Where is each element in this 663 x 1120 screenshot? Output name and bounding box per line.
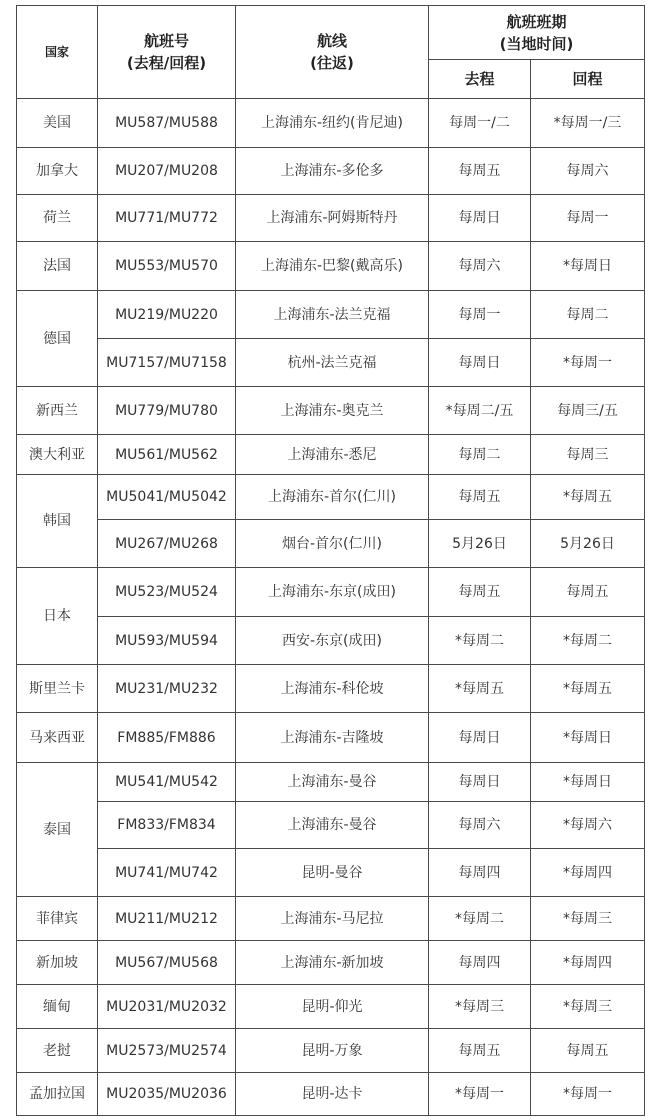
flight-number-cell: MU5041/MU5042 [98,475,236,520]
inbound-cell: 每周三 [531,435,645,475]
route-cell: 昆明-曼谷 [236,849,429,897]
inbound-cell: *每周一/三 [531,99,645,148]
table-row [17,99,645,148]
table-row [17,387,645,435]
country-cell: 马来西亚 [17,713,98,763]
flight-number-cell: MU2573/MU2574 [98,1029,236,1073]
inbound-cell: *每周五 [531,475,645,520]
outbound-cell: 每周五 [429,1029,531,1073]
route-cell: 西安-东京(成田) [236,617,429,665]
schedule-header-title: 航班班期 [506,12,567,31]
route-cell: 上海浦东-奥克兰 [236,387,429,435]
inbound-cell: 5月26日 [531,520,645,568]
table-row [17,568,645,617]
inbound-cell: *每周一 [531,339,645,387]
table-row [17,148,645,195]
route-cell: 上海浦东-阿姆斯特丹 [236,195,429,242]
route-header [236,6,429,99]
country-cell: 新加坡 [17,941,98,985]
inbound-cell: *每周日 [531,763,645,802]
country-cell: 斯里兰卡 [17,665,98,713]
table-row [17,617,645,665]
flight-number-cell: MU567/MU568 [98,941,236,985]
route-cell: 上海浦东-新加坡 [236,941,429,985]
flight-number-cell: MU593/MU594 [98,617,236,665]
route-cell: 上海浦东-曼谷 [236,763,429,802]
table-row [17,475,645,520]
table-row [17,339,645,387]
route-cell: 上海浦东-纽约(肯尼迪) [236,99,429,148]
outbound-cell: *每周二 [429,617,531,665]
inbound-cell: 每周二 [531,291,645,339]
inbound-cell: 每周五 [531,1029,645,1073]
outbound-cell: 每周日 [429,713,531,763]
country-cell: 菲律宾 [17,897,98,941]
country-cell: 荷兰 [17,195,98,242]
route-cell: 上海浦东-多伦多 [236,148,429,195]
country-cell: 新西兰 [17,387,98,435]
country-cell: 法国 [17,242,98,291]
inbound-cell: *每周三 [531,985,645,1029]
table-row [17,435,645,475]
flight-number-cell: MU267/MU268 [98,520,236,568]
country-cell: 德国 [17,291,98,387]
inbound-cell: *每周日 [531,242,645,291]
schedule-header-sub: (当地时间) [499,34,574,53]
route-cell: 上海浦东-科伦坡 [236,665,429,713]
flight-schedule-table [16,5,645,1116]
outbound-header: 去程 [429,60,531,99]
table-row [17,985,645,1029]
table-row [17,941,645,985]
outbound-cell: 每周日 [429,339,531,387]
flight-number-cell: MU2035/MU2036 [98,1073,236,1116]
table-row [17,897,645,941]
table-row [17,849,645,897]
inbound-cell: *每周一 [531,1073,645,1116]
route-cell: 上海浦东-悉尼 [236,435,429,475]
schedule-header [429,6,645,60]
route-cell: 上海浦东-东京(成田) [236,568,429,617]
inbound-cell: *每周二 [531,617,645,665]
table-row [17,1073,645,1116]
outbound-cell: 每周四 [429,849,531,897]
outbound-cell: 每周日 [429,195,531,242]
country-cell: 泰国 [17,763,98,897]
route-cell: 杭州-法兰克福 [236,339,429,387]
inbound-cell: 每周一 [531,195,645,242]
route-cell: 上海浦东-马尼拉 [236,897,429,941]
route-cell: 上海浦东-首尔(仁川) [236,475,429,520]
flight-no-header-title: 航班号 [143,32,189,50]
country-cell: 韩国 [17,475,98,568]
outbound-cell: 每周二 [429,435,531,475]
flight-number-cell: MU231/MU232 [98,665,236,713]
route-cell: 上海浦东-吉隆坡 [236,713,429,763]
inbound-cell: *每周四 [531,941,645,985]
outbound-cell: 每周一 [429,291,531,339]
flight-number-cell: MU523/MU524 [98,568,236,617]
inbound-cell: 每周六 [531,148,645,195]
country-cell: 老挝 [17,1029,98,1073]
flight-number-cell: MU587/MU588 [98,99,236,148]
table-row [17,520,645,568]
flight-number-cell: MU553/MU570 [98,242,236,291]
table-row [17,195,645,242]
inbound-cell: *每周四 [531,849,645,897]
flight-number-cell: MU211/MU212 [98,897,236,941]
outbound-cell: 每周五 [429,148,531,195]
table-row [17,242,645,291]
outbound-cell: 每周六 [429,242,531,291]
table-row [17,1029,645,1073]
inbound-cell: *每周五 [531,665,645,713]
table-row [17,763,645,802]
route-cell: 上海浦东-曼谷 [236,802,429,849]
route-cell: 烟台-首尔(仁川) [236,520,429,568]
table-row [17,665,645,713]
country-cell: 澳大利亚 [17,435,98,475]
route-cell: 昆明-仰光 [236,985,429,1029]
flight-number-cell: MU541/MU542 [98,763,236,802]
flight-number-cell: FM833/FM834 [98,802,236,849]
route-header-sub: (往返) [310,54,354,72]
country-cell: 美国 [17,99,98,148]
inbound-cell: *每周三 [531,897,645,941]
route-header-title: 航线 [316,32,347,50]
table-row [17,802,645,849]
flight-number-cell: MU219/MU220 [98,291,236,339]
outbound-cell: *每周三 [429,985,531,1029]
country-cell: 日本 [17,568,98,665]
inbound-cell: 每周五 [531,568,645,617]
table-header [17,6,645,99]
flight-no-header [98,6,236,99]
outbound-cell: 每周六 [429,802,531,849]
outbound-cell: *每周一 [429,1073,531,1116]
table-row [17,291,645,339]
country-cell: 孟加拉国 [17,1073,98,1116]
outbound-cell: *每周五 [429,665,531,713]
route-cell: 上海浦东-法兰克福 [236,291,429,339]
flight-number-cell: MU7157/MU7158 [98,339,236,387]
table-row [17,713,645,763]
flight-number-cell: FM885/FM886 [98,713,236,763]
inbound-cell: *每周六 [531,802,645,849]
outbound-cell: *每周二 [429,897,531,941]
outbound-cell: *每周二/五 [429,387,531,435]
flight-number-cell: MU561/MU562 [98,435,236,475]
outbound-cell: 每周日 [429,763,531,802]
route-cell: 昆明-万象 [236,1029,429,1073]
flight-number-cell: MU207/MU208 [98,148,236,195]
flight-no-header-sub: (去程/回程) [126,54,207,72]
outbound-cell: 每周五 [429,568,531,617]
country-cell: 加拿大 [17,148,98,195]
table-body [17,99,645,1116]
inbound-cell: 每周三/五 [531,387,645,435]
outbound-cell: 每周五 [429,475,531,520]
route-cell: 上海浦东-巴黎(戴高乐) [236,242,429,291]
flight-number-cell: MU771/MU772 [98,195,236,242]
inbound-cell: *每周日 [531,713,645,763]
country-header: 国家 [17,6,98,99]
inbound-header: 回程 [531,60,645,99]
route-cell: 昆明-达卡 [236,1073,429,1116]
flight-number-cell: MU779/MU780 [98,387,236,435]
country-cell: 缅甸 [17,985,98,1029]
outbound-cell: 每周一/二 [429,99,531,148]
outbound-cell: 每周四 [429,941,531,985]
outbound-cell: 5月26日 [429,520,531,568]
flight-number-cell: MU741/MU742 [98,849,236,897]
flight-number-cell: MU2031/MU2032 [98,985,236,1029]
